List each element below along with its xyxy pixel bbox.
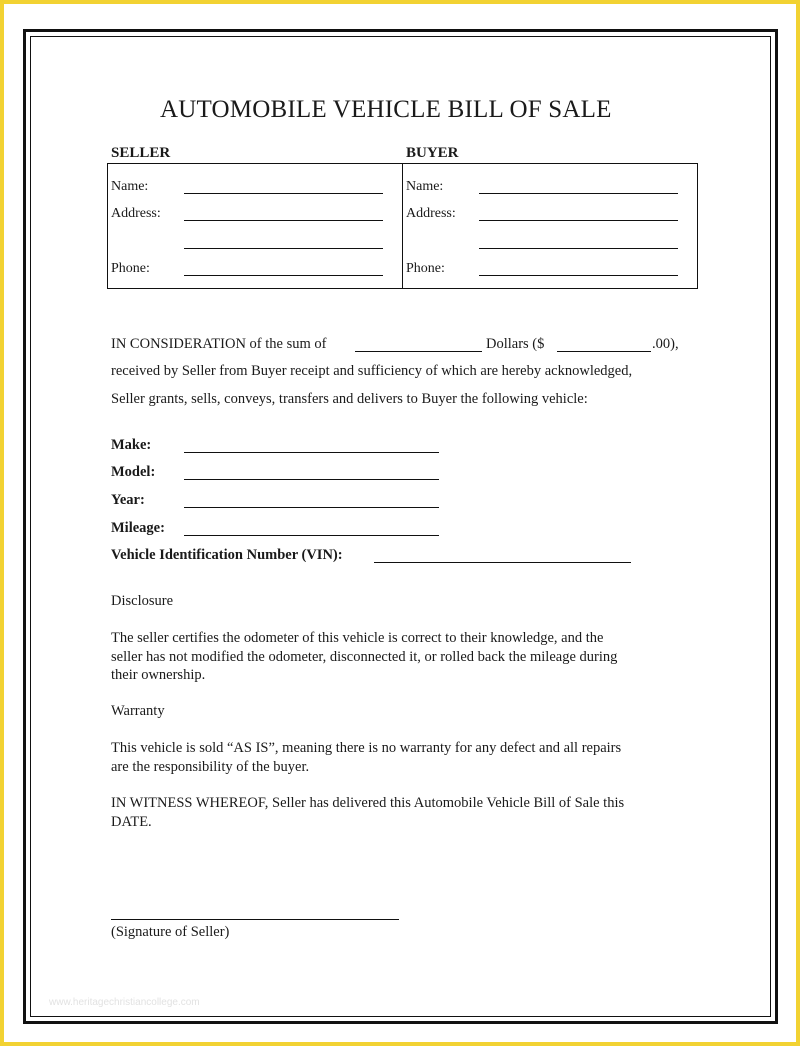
consideration-text-3: Seller grants, sells, conveys, transfers and delivers to Buyer the following vehicle: — [111, 391, 588, 407]
buyer-heading: BUYER — [406, 145, 459, 161]
buyer-phone-field[interactable] — [479, 275, 678, 276]
seller-heading: SELLER — [111, 145, 171, 161]
make-field[interactable] — [184, 452, 439, 453]
buyer-address-label: Address: — [406, 206, 456, 221]
seller-address-field-2[interactable] — [184, 248, 383, 249]
watermark: www.heritagechristiancollege.com — [49, 997, 200, 1008]
year-field[interactable] — [184, 507, 439, 508]
buyer-address-field-1[interactable] — [479, 220, 678, 221]
mileage-label: Mileage: — [111, 520, 165, 536]
party-divider — [402, 164, 403, 288]
disclosure-heading: Disclosure — [111, 593, 174, 609]
seller-name-field[interactable] — [184, 193, 383, 194]
seller-signature-field[interactable] — [111, 919, 399, 920]
seller-address-label: Address: — [111, 206, 161, 221]
buyer-phone-label: Phone: — [406, 261, 445, 276]
buyer-address-field-2[interactable] — [479, 248, 678, 249]
seller-phone-label: Phone: — [111, 261, 150, 276]
disclosure-text-3: their ownership. — [111, 667, 206, 683]
vin-label: Vehicle Identification Number (VIN): — [111, 547, 343, 563]
make-label: Make: — [111, 437, 152, 453]
party-info-box — [107, 163, 698, 289]
consideration-text-1: IN CONSIDERATION of the sum of — [111, 336, 327, 352]
seller-name-label: Name: — [111, 179, 149, 194]
consideration-dollars-text: Dollars ($ — [486, 336, 545, 352]
disclosure-text-2: seller has not modified the odometer, disconnected it, or rolled back the mileage during — [111, 649, 618, 665]
document-page — [4, 4, 796, 1042]
signature-label: (Signature of Seller) — [111, 924, 230, 940]
witness-text-1: IN WITNESS WHEREOF, Seller has delivered this Automobile Vehicle Bill of Sale this — [111, 795, 625, 811]
model-label: Model: — [111, 464, 156, 480]
consideration-cents-text: .00), — [652, 336, 679, 352]
sum-words-field[interactable] — [355, 351, 482, 352]
disclosure-text-1: The seller certifies the odometer of this vehicle is correct to their knowledge, and the — [111, 630, 604, 646]
warranty-heading: Warranty — [111, 703, 165, 719]
year-label: Year: — [111, 492, 145, 508]
mileage-field[interactable] — [184, 535, 439, 536]
warranty-text-1: This vehicle is sold “AS IS”, meaning there is no warranty for any defect and all repairs — [111, 740, 622, 756]
seller-address-field-1[interactable] — [184, 220, 383, 221]
buyer-name-label: Name: — [406, 179, 444, 194]
warranty-text-2: are the responsibility of the buyer. — [111, 759, 310, 775]
witness-text-2: DATE. — [111, 814, 152, 830]
sum-amount-field[interactable] — [557, 351, 651, 352]
consideration-text-2: received by Seller from Buyer receipt and sufficiency of which are hereby acknowledged, — [111, 363, 633, 379]
buyer-name-field[interactable] — [479, 193, 678, 194]
vin-field[interactable] — [374, 562, 631, 563]
model-field[interactable] — [184, 479, 439, 480]
seller-phone-field[interactable] — [184, 275, 383, 276]
document-title: AUTOMOBILE VEHICLE BILL OF SALE — [160, 96, 612, 123]
